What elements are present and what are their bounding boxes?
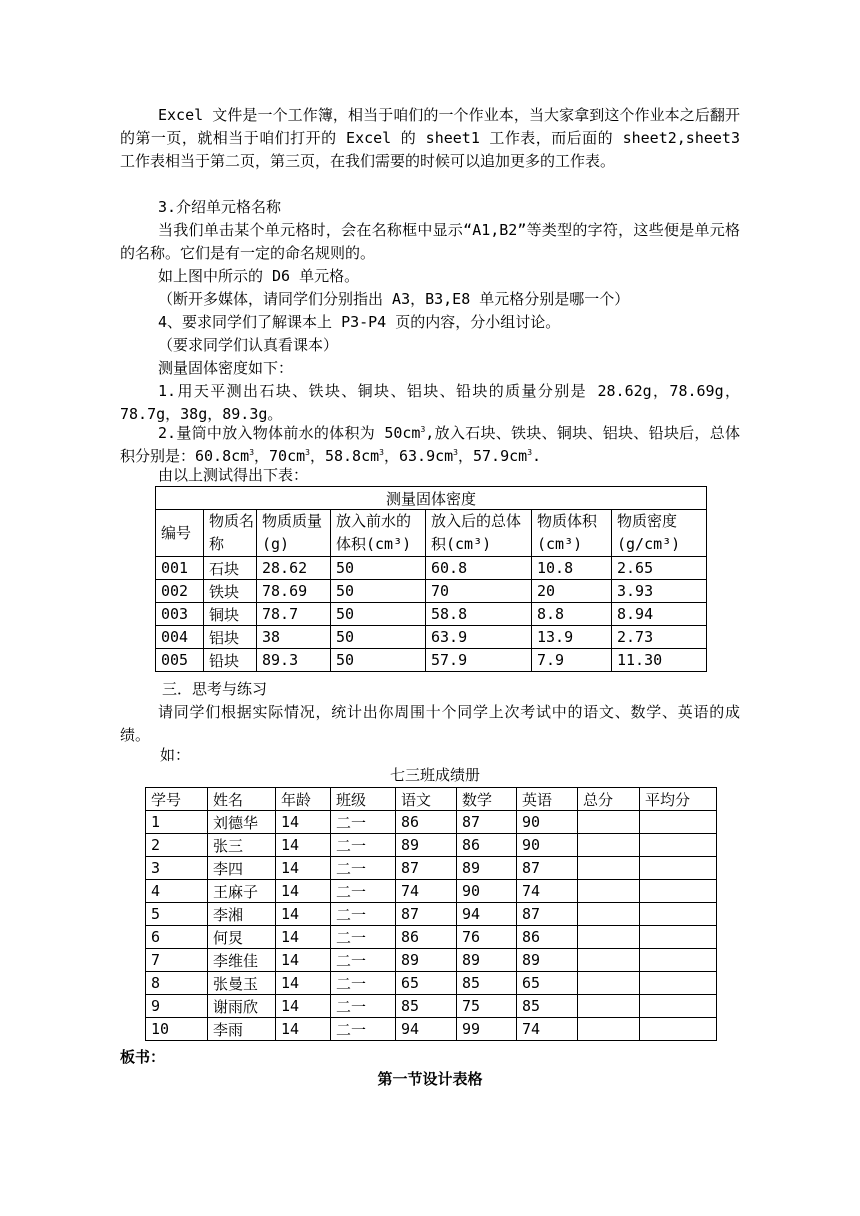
table-row	[156, 626, 707, 649]
table-cell: 89	[457, 857, 517, 880]
table-cell: 何炅	[208, 926, 276, 949]
table-cell: 86	[457, 834, 517, 857]
table-cell: 二一	[331, 926, 396, 949]
table-cell: 50	[331, 557, 426, 580]
table-cell: 75	[457, 995, 517, 1018]
table-cell: 张三	[208, 834, 276, 857]
table-cell: 学号	[146, 788, 208, 811]
table-cell	[578, 972, 640, 995]
table-cell: 8.8	[532, 603, 612, 626]
table-cell: 二一	[331, 857, 396, 880]
table-cell: 6	[146, 926, 208, 949]
table-cell: 二一	[331, 903, 396, 926]
table-cell: 语文	[396, 788, 457, 811]
table-cell: 90	[517, 811, 578, 834]
table-cell: 14	[276, 811, 331, 834]
table-cell: 李四	[208, 857, 276, 880]
table-cell: 50	[331, 603, 426, 626]
table-cell: 8	[146, 972, 208, 995]
table-row	[146, 857, 717, 880]
table-cell: 14	[276, 903, 331, 926]
table-cell: 二一	[331, 880, 396, 903]
table-cell: 74	[517, 1018, 578, 1041]
table-cell: 7	[146, 949, 208, 972]
table-cell: 2.73	[612, 626, 707, 649]
table-cell: 57.9	[426, 649, 532, 672]
table-cell	[578, 926, 640, 949]
section-heading-practice: 三．思考与练习	[162, 680, 268, 698]
table-header-row	[146, 788, 717, 811]
table-cell: 二一	[331, 949, 396, 972]
table-cell: 004	[156, 626, 204, 649]
table-row	[146, 834, 717, 857]
table-cell	[640, 972, 717, 995]
paragraph-read-textbook: （要求同学们认真看课本）	[158, 336, 339, 354]
table-cell: 87	[457, 811, 517, 834]
table-cell: 物质体积(cm³)	[532, 510, 612, 557]
table-cell: 14	[276, 972, 331, 995]
table-row	[146, 949, 717, 972]
table-cell: 90	[517, 834, 578, 857]
table-cell: 二一	[331, 811, 396, 834]
table-cell: 76	[457, 926, 517, 949]
table-row	[156, 603, 707, 626]
table-cell: 20	[532, 580, 612, 603]
table-row	[146, 811, 717, 834]
table-cell: 14	[276, 880, 331, 903]
table-row	[146, 880, 717, 903]
table-cell: 二一	[331, 834, 396, 857]
table-cell: 10.8	[532, 557, 612, 580]
table-cell	[640, 995, 717, 1018]
table-cell: 70	[426, 580, 532, 603]
table-cell	[640, 857, 717, 880]
table-cell: 86	[396, 811, 457, 834]
table-cell: 38	[257, 626, 331, 649]
table-cell: 铝块	[204, 626, 257, 649]
table-cell: 物质名称	[204, 510, 257, 557]
table-cell: 50	[331, 649, 426, 672]
table-cell	[640, 834, 717, 857]
density-table	[155, 486, 707, 672]
table-cell: 14	[276, 949, 331, 972]
table-cell: 物质质量(g)	[257, 510, 331, 557]
table-cell: 65	[517, 972, 578, 995]
table-cell: 8.94	[612, 603, 707, 626]
table-cell: 班级	[331, 788, 396, 811]
table-cell: 87	[396, 857, 457, 880]
table-cell	[578, 834, 640, 857]
table-cell: 89.3	[257, 649, 331, 672]
table-cell: 90	[457, 880, 517, 903]
table-cell: 13.9	[532, 626, 612, 649]
paragraph-example: 如：	[160, 746, 191, 764]
table-cell: 85	[517, 995, 578, 1018]
table-cell	[640, 1018, 717, 1041]
table-cell	[578, 903, 640, 926]
table-cell: 李湘	[208, 903, 276, 926]
table-cell: 铜块	[204, 603, 257, 626]
table-cell: 78.69	[257, 580, 331, 603]
table-cell: 89	[396, 834, 457, 857]
table-cell: 85	[396, 995, 457, 1018]
table-cell	[640, 903, 717, 926]
table-cell: 14	[276, 1018, 331, 1041]
table-cell: 李维佳	[208, 949, 276, 972]
table-cell	[640, 880, 717, 903]
table-cell	[578, 995, 640, 1018]
table-cell: 平均分	[640, 788, 717, 811]
scores-table	[145, 787, 717, 1041]
density-table-title: 测量固体密度	[156, 487, 707, 510]
table-cell: 58.8	[426, 603, 532, 626]
paragraph-table-intro: 由以上测试得出下表：	[158, 466, 309, 484]
table-cell: 物质密度(g/cm³)	[612, 510, 707, 557]
paragraph-practice: 请同学们根据实际情况，统计出你周围十个同学上次考试中的语文、数学、英语的成绩。	[120, 703, 740, 744]
table-cell: 99	[457, 1018, 517, 1041]
table-cell: 刘德华	[208, 811, 276, 834]
table-cell	[640, 811, 717, 834]
table-row	[146, 972, 717, 995]
table-cell: 2	[146, 834, 208, 857]
paragraph-exercise: （断开多媒体，请同学们分别指出 A3，B3,E8 单元格分别是哪一个）	[158, 290, 630, 308]
table-row	[146, 1018, 717, 1041]
heading-cell-names: 3.介绍单元格名称	[158, 198, 282, 216]
paragraph-textbook: 4、要求同学们了解课本上 P3-P4 页的内容，分小组讨论。	[158, 313, 561, 331]
table-row	[146, 903, 717, 926]
table-cell: 14	[276, 857, 331, 880]
table-cell: 二一	[331, 972, 396, 995]
table-cell: 2.65	[612, 557, 707, 580]
table-cell: 89	[517, 949, 578, 972]
paragraph-cell-names: 当我们单击某个单元格时，会在名称框中显示“A1,B2”等类型的字符，这些便是单元格的名称。它们是有一定的命名规则的。	[120, 221, 740, 262]
board-heading: 第一节设计表格	[377, 1070, 483, 1088]
paragraph-d6: 如上图中所示的 D6 单元格。	[158, 267, 360, 285]
table-cell: 1	[146, 811, 208, 834]
table-cell: 63.9	[426, 626, 532, 649]
table-cell: 28.62	[257, 557, 331, 580]
table-cell: 石块	[204, 557, 257, 580]
table-cell: 王麻子	[208, 880, 276, 903]
table-cell: 姓名	[208, 788, 276, 811]
table-row	[146, 926, 717, 949]
table-header-row	[156, 510, 707, 557]
table-cell: 50	[331, 626, 426, 649]
table-cell	[578, 1018, 640, 1041]
table-cell: 张曼玉	[208, 972, 276, 995]
table-cell: 89	[396, 949, 457, 972]
table-cell: 50	[331, 580, 426, 603]
table-cell: 94	[457, 903, 517, 926]
paragraph-density-intro: 测量固体密度如下：	[158, 359, 294, 377]
paragraph-mass: 1.用天平测出石块、铁块、铜块、铝块、铅块的质量分别是 28.62g，78.69g，78.7g，38g，89.3g。	[120, 382, 740, 423]
table-cell: 11.30	[612, 649, 707, 672]
table-cell: 14	[276, 834, 331, 857]
table-cell: 65	[396, 972, 457, 995]
table-cell: 二一	[331, 995, 396, 1018]
table-cell: 001	[156, 557, 204, 580]
table-cell: 005	[156, 649, 204, 672]
table-cell	[578, 880, 640, 903]
board-label: 板书：	[120, 1048, 166, 1066]
table-cell: 3.93	[612, 580, 707, 603]
table-cell: 87	[517, 857, 578, 880]
table-cell	[640, 949, 717, 972]
table-cell: 7.9	[532, 649, 612, 672]
table-cell: 10	[146, 1018, 208, 1041]
table-cell: 4	[146, 880, 208, 903]
scores-table-title: 七三班成绩册	[389, 766, 480, 784]
table-cell: 铅块	[204, 649, 257, 672]
table-cell: 3	[146, 857, 208, 880]
table-cell: 谢雨欣	[208, 995, 276, 1018]
paragraph-volume: 2.量筒中放入物体前水的体积为 $50cm^3$,放入石块、铁块、铜块、铝块、铅块后，总体积分别是：$60.8cm^3$，$70cm^3$，$58.8cm^3$，$63.9cm^3$，$57.9cm^3$.	[120, 424, 740, 465]
table-cell: 002	[156, 580, 204, 603]
table-cell: 003	[156, 603, 204, 626]
table-cell	[640, 926, 717, 949]
table-row	[156, 557, 707, 580]
table-cell: 5	[146, 903, 208, 926]
table-cell: 9	[146, 995, 208, 1018]
table-row	[156, 649, 707, 672]
table-cell: 放入后的总体积(cm³)	[426, 510, 532, 557]
table-cell: 87	[396, 903, 457, 926]
table-cell: 14	[276, 926, 331, 949]
table-cell: 年龄	[276, 788, 331, 811]
table-cell: 86	[517, 926, 578, 949]
table-cell: 英语	[517, 788, 578, 811]
table-cell: 87	[517, 903, 578, 926]
table-cell	[578, 811, 640, 834]
table-cell: 放入前水的体积(cm³)	[331, 510, 426, 557]
paragraph-excel-workbook: Excel 文件是一个工作簿，相当于咱们的一个作业本，当大家拿到这个作业本之后翻开的第一页，就相当于咱们打开的 Excel 的 sheet1 工作表，而后面的 sheet2,sheet3 工作表相当于第二页，第三页，在我们需要的时候可以追加更多的工作表。	[120, 106, 740, 170]
table-row	[146, 995, 717, 1018]
table-cell	[578, 857, 640, 880]
table-cell: 85	[457, 972, 517, 995]
table-cell: 86	[396, 926, 457, 949]
table-cell: 94	[396, 1018, 457, 1041]
table-cell	[578, 949, 640, 972]
table-cell: 60.8	[426, 557, 532, 580]
table-cell: 编号	[156, 510, 204, 557]
table-cell: 铁块	[204, 580, 257, 603]
table-cell: 总分	[578, 788, 640, 811]
table-cell: 数学	[457, 788, 517, 811]
table-cell: 74	[396, 880, 457, 903]
table-cell: 二一	[331, 1018, 396, 1041]
table-row	[156, 580, 707, 603]
table-cell: 14	[276, 995, 331, 1018]
table-cell: 李雨	[208, 1018, 276, 1041]
table-cell: 89	[457, 949, 517, 972]
table-cell: 74	[517, 880, 578, 903]
table-cell: 78.7	[257, 603, 331, 626]
